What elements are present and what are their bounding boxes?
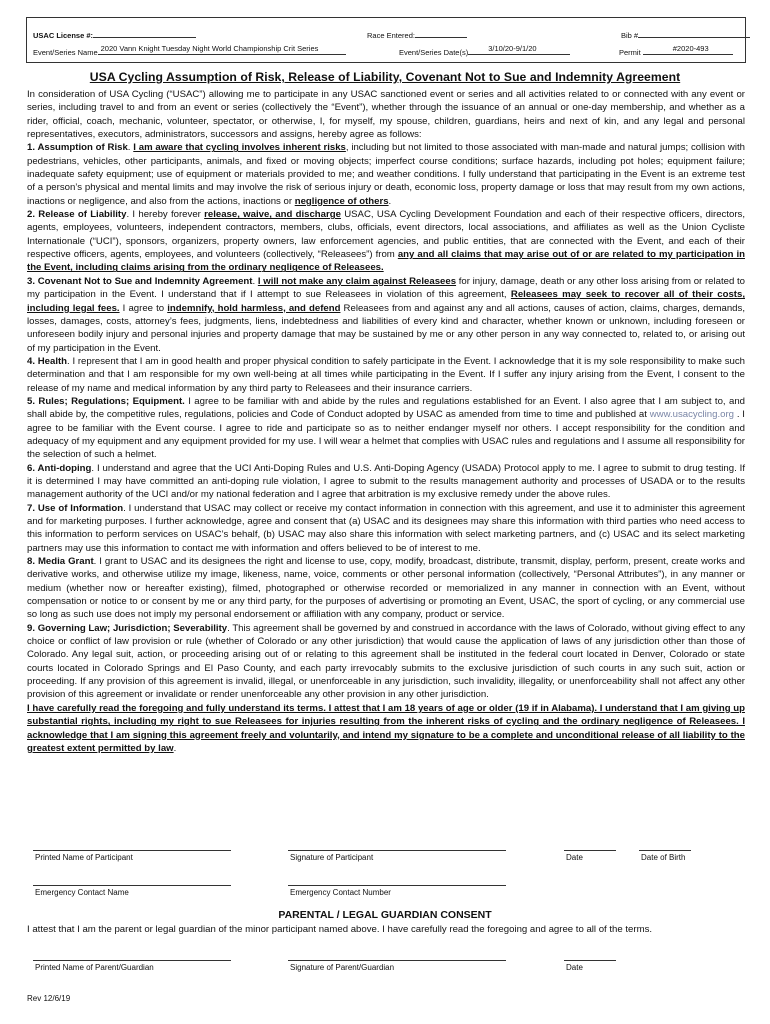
participant-signature-label: Signature of Participant (290, 853, 374, 862)
permit-input-line[interactable] (643, 45, 733, 55)
license-label: USAC License #: (33, 31, 94, 40)
section-text: for injury, damage, death or any other loss arising from or related to my participation in the Event. I understand that if I attempt to sue Releasees in violation of this agreement, (27, 275, 745, 301)
bib-label: Bib # (621, 31, 639, 40)
section-heading: 1. Assumption of Risk (27, 142, 128, 154)
event-name-value: 2020 Vann Knight Tuesday Night World Championship Crit Series (100, 44, 319, 53)
section-text: . I represent that I am in good health and proper physical condition to safely participate in the Event. I acknowledge that it is my sole responsibility to make such determination and that I am responsible for my own well-being at all times while participating in the Event. If I suffer any injury arising from the Event, I consent to the release of my name and medical information by any third party to Releasees and their insurance carriers. (27, 355, 745, 394)
event-name-input-line[interactable] (98, 45, 346, 55)
parental-consent-text: I attest that I am the parent or legal guardian of the minor participant named above. I have carefully read the foregoing and agree to all of the terms. (27, 924, 653, 935)
permit-value: #2020-493 (672, 44, 709, 53)
usacycling-link[interactable]: www.usacycling.org (649, 409, 734, 421)
emphasis-text: release, waive, and discharge (204, 209, 341, 221)
section-heading: 2. Release of Liability (27, 209, 127, 221)
section-heading: 6. Anti-doping (27, 462, 92, 474)
section-heading: 8. Media Grant (27, 556, 94, 568)
event-dates-value: 3/10/20-9/1/20 (488, 44, 537, 53)
event-name-field[interactable] (33, 45, 346, 57)
section-text: . I hereby forever (126, 209, 205, 221)
parent-signature-label: Signature of Parent/Guardian (290, 963, 395, 972)
race-entered-field[interactable] (367, 28, 467, 40)
emphasis-text: negligence of others (294, 195, 389, 207)
section-text: USAC, USA Cycling Development Foundation and each of their respective officers, directors, agents, employees, volunteers, independent contractors, members, clubs, officials, event directors, local associations, and affiliates as well as the Union Cycliste Internationale (“UCI”), sponsors, organizers, property owners, law enforcement agencies, and public entities, that are connected with the Event, and each of their respective officers, agents, employees, and volunteers (collectively, “Releasees”) from (27, 209, 745, 261)
date-label: Date (566, 853, 583, 862)
section-anti-doping (27, 462, 745, 502)
section-assumption-of-risk: 1. Assumption of Risk. I am aware that cycling involves inherent risks, including but not limited to those associated with man-made and natural jumps; collision with pedestrians, vehicles, other participants, animals, and fixed or moving objects; imperfect course conditions; surface hazards, including pot holes; equipment failure; inadequate safety equipment; use of equipment or materials provided to me; and weather conditions. I fully understand that participating in the Event is an extreme test of a person’s physical and mental limits and may involve the risk of serious injury or death, economic loss, property damage or loss that may result from my own actions, inactions or negligence, and also from the actions, inactions or negligence of others. (27, 142, 745, 207)
section-governing-law (27, 622, 745, 702)
parent-printed-name-label: Printed Name of Parent/Guardian (35, 963, 154, 972)
emphasis-text: I am aware that cycling involves inherent risks (133, 142, 346, 154)
section-heading: 3. Covenant Not to Sue and Indemnity Agreement (27, 275, 253, 287)
attestation-paragraph: I have carefully read the foregoing and fully understand its terms. I attest that I am 18 years of age or older (19 if in Alabama). I understand that I am giving up substantial rights, including my right to sue Releasees for injuries resulting from the inherent risks of cycling and the ordinary negligence of Releasees. I acknowledge that I am signing this agreement freely and voluntarily, and intend my signature to be a complete and unconditional release of all liability to the greatest extent permitted by law. (27, 702, 745, 754)
printed-name-label: Printed Name of Participant (35, 853, 133, 862)
section-text: . I understand that USAC may collect or receive my contact information in connection with this agreement, and use it to administer this agreement and for marketing purposes. I further acknowledge, agree and consent that (a) USAC and its designees may share this information with third parties who need access to this information to perform services on USAC’s behalf, (b) USAC may also share this information with select marketing partners, and (c) USAC and its select marketing partners may use this information to contact me with information and offers believed to be of interest to me. (27, 502, 745, 554)
section-rules (27, 395, 745, 462)
date-of-birth-label: Date of Birth (641, 853, 686, 862)
section-heading: 4. Health (27, 355, 68, 367)
section-text: I agree to (119, 302, 168, 314)
bib-field[interactable] (621, 28, 750, 40)
event-dates-input-line[interactable] (468, 45, 570, 55)
section-covenant-not-to-sue: 3. Covenant Not to Sue and Indemnity Agreement. I will not make any claim against Releasees for injury, damage, death or any other loss arising from or related to my participation in the Event. I understand that if I attempt to sue Releasees in violation of this agreement, Releasees may seek to recover all of their costs, including legal fees. I agree to indemnify, hold harmless, and defend Releasees from and against any and all actions, causes of action, claims, charges, demands, losses, damages, costs, attorney’s fees, judgments, liens, indebtedness and liabilities of every kind and character, whether known or unknown, including foreseen or unforeseen bodily injury and personal injuries and property damage that may be sustained by me or any other person in any way connected to, related to, or arising out of my participation in the Event. (27, 275, 745, 354)
parental-consent-title: PARENTAL / LEGAL GUARDIAN CONSENT (278, 909, 492, 921)
section-text: . I understand and agree that the UCI Anti-Doping Rules and U.S. Anti-Doping Agency (USADA) Protocol apply to me. I agree to submit to drug testing. If it is determined I may have committed an anti-doping rule violation, I agree to submit to the results management authority and processes of USADA or to the results management authority of the UCI and/or my national federation and I agree that arbitration is my exclusive remedy under the above rules. (27, 462, 745, 501)
section-heading: 7. Use of Information (27, 502, 124, 514)
permit-label: Permit (619, 48, 641, 57)
license-field[interactable] (33, 28, 196, 40)
emphasis-text: any and all claims that may arise out of or are related to my participation in the Event, including claims arising from the ordinary negligence of Releasees. (27, 249, 745, 274)
race-entered-label: Race Entered: (367, 31, 415, 40)
permit-field[interactable] (619, 45, 733, 57)
agreement-body (27, 88, 745, 755)
form-header (26, 17, 746, 63)
section-release-of-liability (27, 208, 745, 275)
emphasis-text: I will not make any claim against Releasees (257, 275, 457, 287)
emergency-contact-number-label: Emergency Contact Number (290, 888, 391, 897)
section-text: . I grant to USAC and its designees the right and license to use, copy, modify, broadcast, distribute, transmit, display, perform, present, create works and derivative works, and otherwise utilize my image, likeness, name, voice, comments or other personal information (collectively, “Personal Attributes”), in any manner or medium (whether now or hereafter existing), filmed, photographed or otherwise recorded or memorialized in any manner in connection with an Event, without compensation or notice to or consent by me or any third party, for the purposes of advertising or promoting an Event, USAC, the sport of cycling, or any commercial use so long as such use does not imply my personal endorsement or affiliation with any company, product or service. (27, 556, 745, 621)
revision-label: Rev 12/6/19 (27, 994, 71, 1003)
section-health (27, 355, 745, 395)
section-heading: 5. Rules; Regulations; Equipment. (27, 395, 185, 407)
section-text: Releasees from and against any and all actions, causes of action, claims, charges, demands, losses, damages, costs, attorney’s fees, judgments, liens, indebtedness and liabilities of every kind and character, whether known or unknown, including foreseen or unforeseen bodily injury and personal injuries and property damage that may be sustained by me or any other person in any way connected to, related to, or arising out of my participation in the Event. (27, 302, 745, 354)
intro-paragraph: In consideration of USA Cycling (“USAC”) allowing me to participate in any USAC sanctioned event or series and all activities related to or connected with any event or series, including travel to and from an event or series (collectively the “Event”), whether through the issuance of an annual or one-day membership, and whether as a rider, official, coach, mechanic, volunteer, spectator, or otherwise, I, for myself, my spouse, children, guardians, heirs and next of kin, and any legal and personal representatives, executors, administrators, successors and assigns, hereby agree as follows: (27, 89, 745, 141)
attestation-text: I have carefully read the foregoing and fully understand its terms. I attest that I am 18 years of age or older (19 if in Alabama). I understand that I am giving up substantial rights, including my right to sue Releasees for injuries resulting from the inherent risks of cycling and the ordinary negligence of Releasees. I acknowledge that I am signing this agreement freely and voluntarily, and intend my signature to be a complete and unconditional release of all liability to the greatest extent permitted by law (27, 702, 745, 754)
emphasis-text: Releasees may seek to recover all of their costs, including legal fees. (27, 289, 745, 314)
license-input-line[interactable] (93, 28, 196, 38)
agreement-title: USA Cycling Assumption of Risk, Release of Liability, Covenant Not to Sue and Indemnity Agreement (89, 70, 681, 84)
section-text: . This agreement shall be governed by and construed in accordance with the laws of Colorado, without giving effect to any choice or conflict of law provision or rule (whether of Colorado or any other jurisdiction) that would cause the application of laws of any jurisdiction other than those of Colorado. Any legal suit, action, or proceeding arising out of or relating to this agreement shall be instituted in the federal court located in Denver, Colorado or state courts located in Colorado Springs and El Paso County, and each party irrevocably submits to the exclusive jurisdiction of such courts in any such suit, action or proceeding. If any provision of this agreement is invalid, illegal, or unenforceable in any jurisdiction, such invalidity, illegality, or unenforceability shall not affect any other provision of this agreement or invalidate or render unenforceable any other provision in any other jurisdiction. (27, 622, 745, 701)
section-text: , including but not limited to those associated with man-made and natural jumps; collision with pedestrians, vehicles, other participants, animals, and fixed or moving objects; imperfect course conditions; surface hazards, including pot holes; equipment failure; inadequate safety equipment; use of equipment or materials provided to me; and weather conditions. I fully understand that participating in the Event is an extreme test of a person’s physical and mental limits and may involve the risk of serious injury or death, economic loss, property damage or loss that may result from my own actions, inactions or negligence, and also from the actions, inactions or (27, 142, 745, 207)
section-text: . I agree to be familiar with the Event course. I agree to ride and participate so as to neither endanger myself nor others. I accept responsibility for the condition and adequacy of my equipment and any equipment provided for my use. I will wear a helmet that complies with USAC rules and regulations and I assume all responsibility for the selection of such a helmet. (27, 409, 745, 461)
emergency-contact-name-label: Emergency Contact Name (35, 888, 129, 897)
section-heading: 9. Governing Law; Jurisdiction; Severability (27, 622, 228, 634)
event-dates-field[interactable] (399, 45, 570, 57)
section-media-grant (27, 555, 745, 622)
emphasis-text: indemnify, hold harmless, and defend (167, 302, 341, 314)
race-entered-input-line[interactable] (415, 28, 467, 38)
bib-input-line[interactable] (638, 28, 750, 38)
section-text: I agree to be familiar with and abide by the rules and regulations established for an Event. I also agree that I am subject to, and shall abide by, the competitive rules, regulations, policies and Code of Conduct adopted by USAC as amended from time to time and published at (27, 395, 745, 421)
event-dates-label: Event/Series Date(s) (399, 48, 469, 57)
event-name-label: Event/Series Name (33, 48, 98, 57)
parent-date-label: Date (566, 963, 583, 972)
section-use-of-information (27, 502, 745, 555)
